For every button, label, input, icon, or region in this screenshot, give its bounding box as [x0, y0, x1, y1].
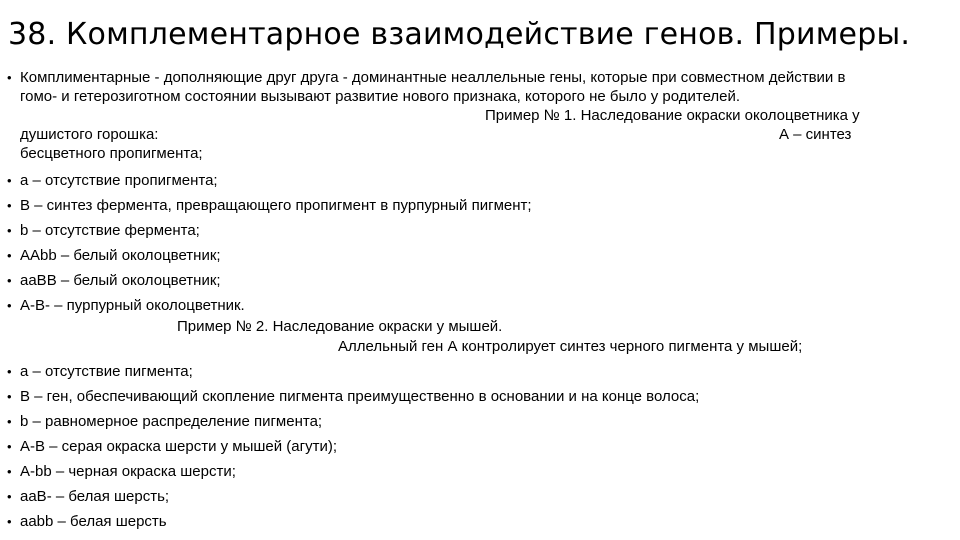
bullet-dot: •	[7, 489, 12, 504]
bullet-dot: •	[7, 514, 12, 529]
example2-heading: Пример № 2. Наследование окраски у мышей.	[177, 318, 503, 335]
bullet-dot: •	[7, 248, 12, 263]
list-item	[7, 463, 236, 480]
list-item-text: В – синтез фермента, превращающего пропигмент в пурпурный пигмент;	[20, 197, 532, 214]
example2-subheading: Аллельный ген А контролирует синтез черного пигмента у мышей;	[338, 338, 803, 355]
intro-text-line2: гомо- и гетерозиготном состоянии вызывают развитие нового признака, которого не было у родителей.	[20, 88, 741, 105]
gene-A-text-b: бесцветного пропигмента;	[20, 145, 203, 162]
bullet-dot: •	[7, 364, 12, 379]
list-item	[7, 438, 337, 455]
bullet-dot: •	[7, 414, 12, 429]
slide-title: 38. Комплементарное взаимодействие генов. Примеры.	[8, 17, 911, 52]
list-item-text: А-В- – пурпурный околоцветник.	[20, 297, 245, 314]
list-item-text: ааВ- – белая шерсть;	[20, 488, 170, 505]
list-item-text: b – равномерное распределение пигмента;	[20, 413, 323, 430]
list-item	[7, 297, 245, 314]
list-item	[7, 172, 218, 189]
list-item	[7, 197, 532, 214]
example1-heading-a: Пример № 1. Наследование окраски околоцветника у	[485, 107, 860, 124]
list-item	[7, 247, 221, 264]
bullet-dot: •	[7, 198, 12, 213]
bullet-dot: •	[7, 70, 12, 85]
list-item	[7, 513, 167, 530]
bullet-dot: •	[7, 173, 12, 188]
bullet-dot: •	[7, 464, 12, 479]
list-item	[7, 413, 322, 430]
list-item	[7, 272, 221, 289]
bullet-dot: •	[7, 439, 12, 454]
bullet-dot: •	[7, 298, 12, 313]
list-item-text: А-bb – черная окраска шерсти;	[20, 463, 236, 480]
list-item-text: а – отсутствие пропигмента;	[20, 172, 218, 189]
list-item-text: а – отсутствие пигмента;	[20, 363, 193, 380]
intro-text-line1: Комплиментарные - дополняющие друг друга - доминантные неаллельные гены, которые при совместном действии в	[20, 69, 846, 86]
list-item-text: ааbb – белая шерсть	[20, 513, 167, 530]
bullet-dot: •	[7, 273, 12, 288]
list-item-text: b – отсутствие фермента;	[20, 222, 200, 239]
gene-A-text-a: А – синтез	[779, 126, 852, 143]
bullet-dot: •	[7, 389, 12, 404]
list-item	[7, 488, 169, 505]
list-item-text: А-В – серая окраска шерсти у мышей (агути);	[20, 438, 338, 455]
intro-bullet-line1	[7, 69, 845, 86]
example1-heading-b: душистого горошка:	[20, 126, 159, 143]
list-item-text: ааВВ – белый околоцветник;	[20, 272, 221, 289]
list-item-text: В – ген, обеспечивающий скопление пигмента преимущественно в основании и на конце волоса;	[20, 388, 700, 405]
bullet-dot: •	[7, 223, 12, 238]
list-item	[7, 363, 193, 380]
list-item	[7, 388, 699, 405]
list-item	[7, 222, 200, 239]
list-item-text: ААbb – белый околоцветник;	[20, 247, 221, 264]
